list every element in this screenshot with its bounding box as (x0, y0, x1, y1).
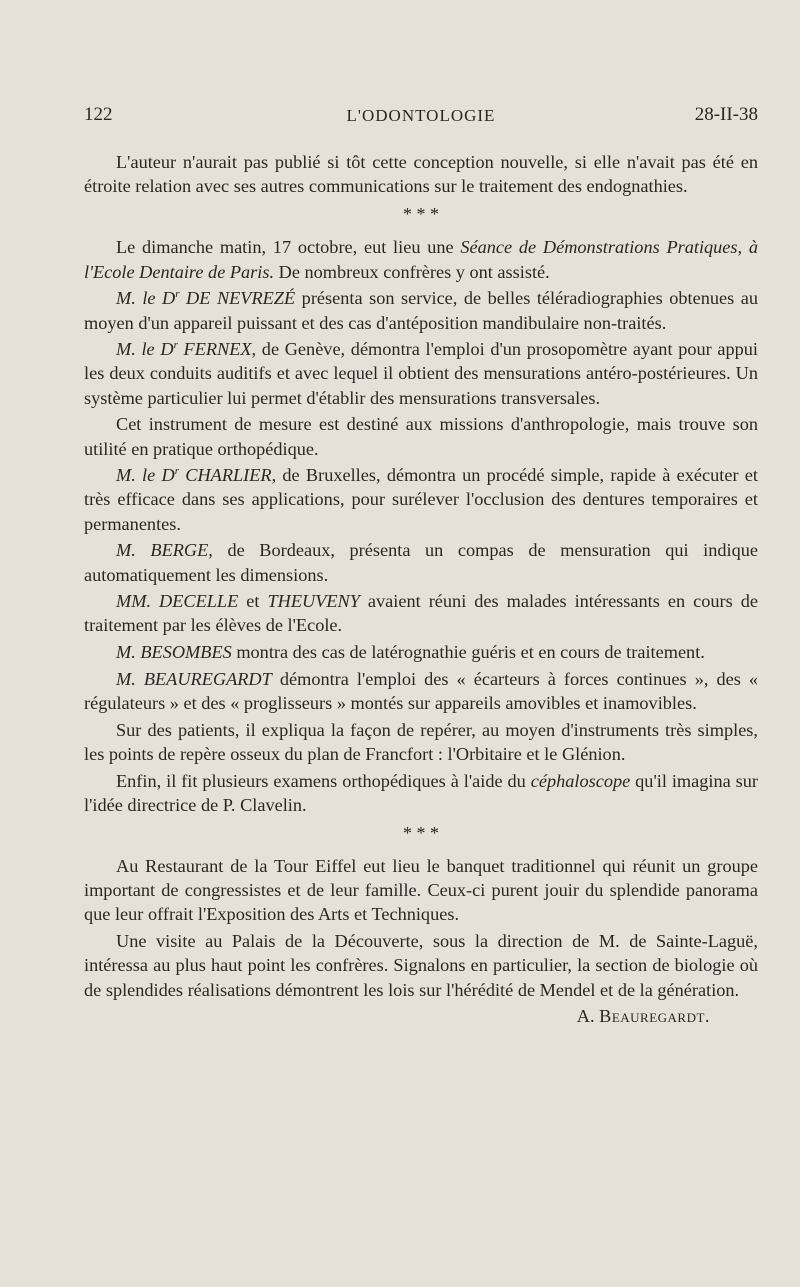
text-run: Enfin, il fit plusieurs examens orthopédiques à l'aide du (116, 770, 531, 791)
paragraph-2 (84, 235, 758, 283)
name-part: M. le D (116, 465, 175, 486)
text-run: de Genève, démontra l'emploi d'un prosopomètre ayant pour appui les deux conduits auditifs et avec lequel il obtient des mensurations antéro-postérieures. Un système particulier lui permet d'établir des mensurations transversales. (84, 339, 759, 408)
text-run: présenta son service, de belles téléradiographies obtenues au moyen d'un appareil puissant et des cas d'antéposition mandibulaire non-traités. (84, 288, 758, 333)
paragraph-5: Cet instrument de mesure est destiné aux missions d'anthropologie, mais trouve son utilité en pratique orthopédique. (84, 414, 758, 459)
text-run: de Bruxelles, démontra un procédé simple, rapide à exécuter et très efficace dans ses applications, pour surélever l'occlusion des dentures temporaires et permanentes. (84, 465, 758, 534)
text-run: De nombreux confrères y ont assisté. (274, 261, 550, 282)
issue-date: 28-II-38 (694, 104, 758, 125)
text-run: avaient réuni des malades intéressants en cours de traitement par les élèves de l'Ecole. (84, 591, 758, 636)
page-header (84, 104, 758, 130)
text-run: démontra l'emploi des « écarteurs à forces continues », des « régulateurs » et des « proglisseurs » montés sur appareils amovibles et inamovibles. (84, 668, 758, 714)
superscript: r (173, 339, 178, 352)
speaker-name: M. BEAUREGARDT (116, 668, 272, 689)
asterism: * * * (403, 823, 439, 844)
paragraph-1: L'auteur n'aurait pas publié si tôt cette conception nouvelle, si elle n'avait pas été en étroite relation avec ses autres communications sur le traitement des endognathies. (84, 152, 758, 197)
superscript: r (174, 465, 179, 478)
paragraph-6 (84, 463, 758, 536)
italic-run: Séance de Démonstrations Pratiques, à l'Ecole Dentaire de Paris. (84, 237, 759, 282)
name-part: CHARLIER, (179, 465, 277, 486)
text-run: et (238, 591, 268, 612)
paragraph-4 (84, 337, 758, 410)
text-run: montra des cas de latérognathie guéris et en cours de traitement. (231, 642, 705, 663)
name-part: M. le D (116, 288, 176, 309)
paragraph-3 (84, 286, 758, 334)
speaker-name: M. BERGE, (116, 540, 213, 561)
section-separator (84, 204, 758, 225)
text-run: qu'il imagina sur l'idée directrice de P. Clavelin. (84, 770, 758, 815)
paragraph-11: Sur des patients, il expliqua la façon de repérer, au moyen d'instruments très simples, les points de repère osseux du plan de Francfort : l'Orbitaire et le Glénion. (84, 719, 758, 764)
article-body (84, 150, 758, 1029)
italic-run: céphaloscope (530, 770, 631, 791)
name-part: DE NEVREZÉ (179, 288, 296, 309)
signature-initial: A. (576, 1006, 600, 1027)
speaker-name: MM. DECELLE (116, 591, 239, 612)
speaker-name (116, 288, 295, 308)
paragraph-12 (84, 769, 758, 817)
running-title: L'ODONTOLOGIE (346, 106, 496, 125)
speaker-name: THEUVENY (267, 591, 360, 612)
text-run: de Bordeaux, présenta un compas de mensuration qui indique automatiquement les dimensions. (84, 540, 758, 585)
speaker-name (116, 339, 256, 359)
speaker-name: M. BESOMBES (116, 642, 232, 663)
name-part: M. le D (116, 339, 174, 360)
page-number: 122 (84, 104, 113, 125)
paragraph-9 (84, 640, 758, 664)
name-part: FERNEX, (177, 339, 257, 360)
paragraph-8 (84, 589, 758, 637)
speaker-name (116, 465, 276, 485)
paragraph-7 (84, 538, 758, 586)
text-run: Le dimanche matin, 17 octobre, eut lieu une (116, 237, 461, 258)
paragraph-14: Une visite au Palais de la Découverte, sous la direction de M. de Sainte-Laguë, intéressa au plus haut point les confrères. Signalons en particulier, la section de biologie où de splendides réalisations démontrent les lois sur l'hérédité de Mendel et de la génération. (84, 931, 758, 1000)
section-separator (84, 823, 758, 844)
signature (84, 1004, 758, 1028)
asterism: * * * (403, 204, 439, 225)
paragraph-10 (84, 667, 758, 715)
superscript: r (175, 288, 180, 301)
signature-name: Beauregardt. (599, 1006, 710, 1027)
paragraph-13: Au Restaurant de la Tour Eiffel eut lieu le banquet traditionnel qui réunit un groupe important de congressistes et de leur famille. Ceux-ci purent jouir du splendide panorama que leur offrait l'Exposition des Arts et Techniques. (84, 856, 758, 925)
